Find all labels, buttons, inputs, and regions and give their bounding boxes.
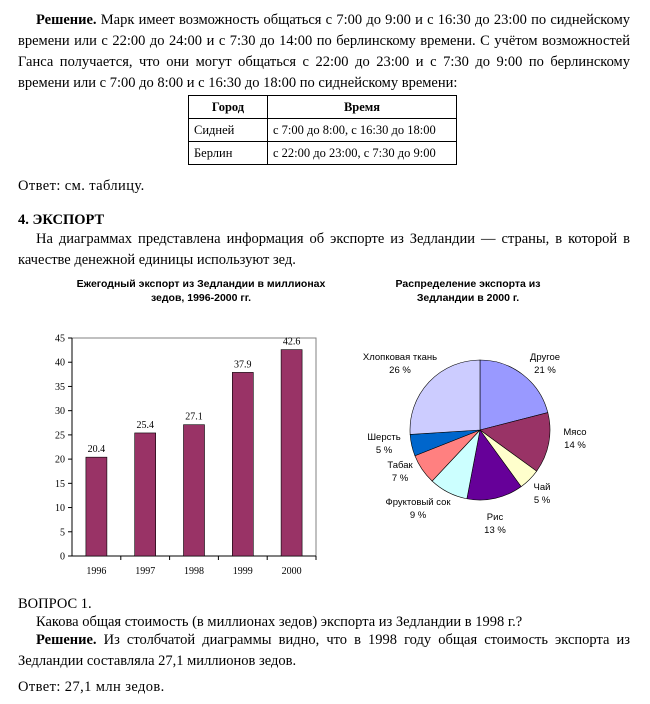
x-tick-label: 1996 <box>86 566 107 577</box>
slice-percent: 9 % <box>409 510 427 521</box>
slice-label: Мясо <box>563 427 587 438</box>
table-cell-city: Сидней <box>189 119 268 142</box>
y-tick-label: 25 <box>55 430 65 442</box>
pie-slice-7 <box>410 360 480 434</box>
x-tick-label: 1997 <box>135 566 156 577</box>
bar-1996 <box>86 457 107 556</box>
slice-percent: 5 % <box>375 445 393 456</box>
y-tick-label: 45 <box>55 333 65 345</box>
bar-1999 <box>232 372 253 556</box>
slice-percent: 21 % <box>534 365 556 376</box>
pie-chart <box>340 340 600 570</box>
table-cell-city: Берлин <box>189 142 268 165</box>
table-cell-time: с 22:00 до 23:00, с 7:30 до 9:00 <box>268 142 457 165</box>
slice-percent: 14 % <box>564 440 586 451</box>
data-label: 37.9 <box>234 359 252 371</box>
bar-1997 <box>135 433 156 556</box>
solution-text: Марк имеет возможность общаться с 7:00 до 9:00 и с 16:30 до 23:00 по сиднейскому времени или с 22:00 до 24:00 и с 7:30 до 14:00 по берлинскому времени. С учётом возможностей Ганса получается, что они могут общаться с 22:00 до 23:00 и с 7:30 до 9:00 по берлинскому времени или с 7:00 до 8:00 и с 16:30 до 18:00 по сиднейскому времени: <box>18 12 630 91</box>
x-tick-label: 1999 <box>232 566 253 577</box>
slice-label: Шерсть <box>367 432 401 443</box>
table-cell-time: с 7:00 до 8:00, с 16:30 до 18:00 <box>268 119 457 142</box>
y-tick-label: 15 <box>55 478 65 490</box>
x-tick-label: 1998 <box>184 566 204 577</box>
data-label: 42.6 <box>282 336 301 348</box>
y-tick-label: 10 <box>55 503 65 515</box>
bar-2000 <box>281 350 302 556</box>
slice-label: Хлопковая ткань <box>362 352 438 363</box>
y-tick-label: 35 <box>55 381 65 393</box>
bar-chart-title: Ежегодный экспорт из Зедландии в миллионах зедов, 1996-2000 гг. <box>76 278 326 304</box>
slice-percent: 7 % <box>391 473 409 484</box>
slice-percent: 26 % <box>389 365 411 376</box>
table-row <box>189 119 457 142</box>
slice-label: Рис <box>486 512 504 523</box>
question-text: Какова общая стоимость (в миллионах зедов) экспорта из Зедландии в 1998 г.? <box>36 614 523 630</box>
question-number: ВОПРОС 1. <box>18 596 92 612</box>
slice-percent: 13 % <box>484 525 506 536</box>
pie-chart-title: Распределение экспорта из Зедландии в 2000 г. <box>395 278 541 304</box>
table-header-row <box>189 96 457 119</box>
slice-percent: 5 % <box>533 495 551 506</box>
x-tick-label: 2000 <box>281 566 302 577</box>
solution-paragraph <box>18 10 630 94</box>
y-tick-label: 0 <box>60 551 65 563</box>
bar-chart <box>40 318 340 588</box>
solution-2-text: Из столбчатой диаграммы видно, что в 1998 году общая стоимость экспорта из Зедландии составляла 27,1 миллионов зедов. <box>18 632 630 669</box>
y-tick-label: 20 <box>55 454 65 466</box>
y-tick-label: 30 <box>55 406 65 418</box>
slice-label: Другое <box>529 352 561 363</box>
data-label: 27.1 <box>185 411 203 423</box>
section-intro: На диаграммах представлена информация об экспорте из Зедландии — страны, в которой в качестве денежной единицы используют зед. <box>18 231 630 268</box>
slice-label: Фруктовый сок <box>385 497 451 508</box>
slice-label: Табак <box>387 460 413 471</box>
y-tick-label: 40 <box>55 357 65 369</box>
table-row <box>189 142 457 165</box>
section-heading: 4. ЭКСПОРТ <box>18 212 105 228</box>
data-label: 25.4 <box>136 419 154 431</box>
y-tick-label: 5 <box>60 527 65 539</box>
solution-2-label: Решение. <box>36 632 97 648</box>
slice-label: Чай <box>533 482 551 493</box>
data-label: 20.4 <box>87 444 106 456</box>
answer-2: Ответ: 27,1 млн зедов. <box>18 679 165 695</box>
solution-label: Решение. <box>36 12 97 28</box>
bar-1998 <box>184 425 205 556</box>
answer-1: Ответ: см. таблицу. <box>18 178 145 194</box>
schedule-table <box>188 95 457 165</box>
table-header-city: Город <box>189 96 268 119</box>
solution-2-paragraph <box>18 630 630 672</box>
table-header-time: Время <box>268 96 457 119</box>
